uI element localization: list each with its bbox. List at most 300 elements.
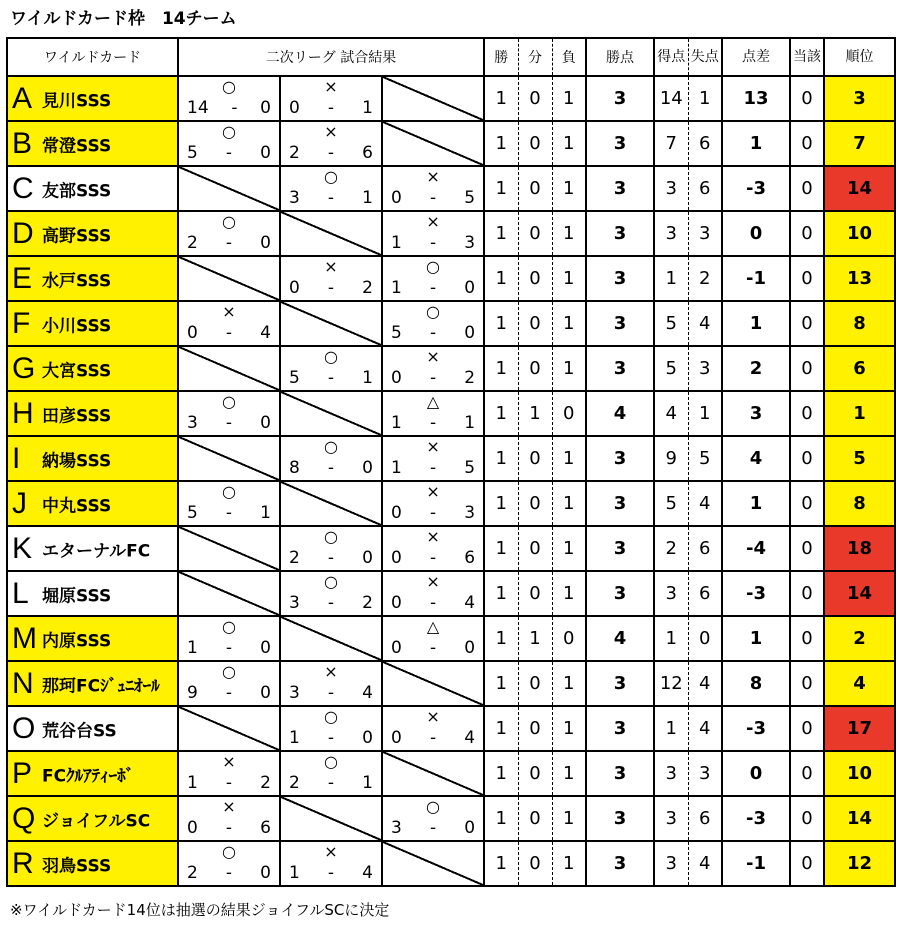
losses-cell: 1: [552, 571, 586, 616]
header-draw: 分: [518, 38, 552, 76]
score-own: 14: [187, 98, 209, 118]
team-letter: N: [12, 666, 34, 700]
rank-cell: 14: [824, 796, 895, 841]
team-cell: [7, 211, 178, 256]
wins-cell: 1: [484, 121, 518, 166]
team-name: 友部SSS: [42, 181, 112, 201]
score-dash: -: [225, 233, 233, 253]
team-letter: K: [12, 531, 33, 565]
match-result-cell: [280, 166, 382, 211]
goals-for-cell: 3: [654, 571, 688, 616]
team-cell: [7, 166, 178, 211]
team-cell: [7, 436, 178, 481]
result-mark: ○: [222, 77, 236, 96]
rank-cell: 12: [824, 841, 895, 886]
match-result-cell: [178, 796, 280, 841]
match-result-cell: [280, 841, 382, 886]
goals-against-cell: 1: [688, 391, 722, 436]
no-match-cell: [178, 526, 280, 571]
rank-cell: 10: [824, 211, 895, 256]
score-own: 0: [289, 98, 300, 118]
goals-against-cell: 5: [688, 436, 722, 481]
head-to-head-cell: 0: [790, 526, 824, 571]
goals-for-cell: 9: [654, 436, 688, 481]
match-score: [391, 593, 475, 613]
score-own: 0: [391, 188, 402, 208]
match-result-cell: [280, 571, 382, 616]
draws-cell: 1: [518, 391, 552, 436]
score-own: 2: [289, 548, 300, 568]
team-letter: C: [12, 171, 34, 205]
score-dash: -: [225, 863, 233, 883]
standings-table: [6, 37, 896, 887]
score-own: 0: [391, 638, 402, 658]
score-dash: -: [327, 728, 335, 748]
draws-cell: 0: [518, 76, 552, 121]
no-match-cell: [382, 841, 484, 886]
score-own: 3: [289, 683, 300, 703]
match-score: [391, 188, 475, 208]
team-cell: [7, 301, 178, 346]
match-score: [391, 278, 475, 298]
match-score: [391, 503, 475, 523]
points-cell: 3: [586, 526, 654, 571]
score-dash: -: [327, 773, 335, 793]
team-name: 水戸SSS: [42, 271, 112, 291]
score-opp: 0: [464, 818, 476, 838]
score-own: 1: [391, 413, 402, 433]
no-match-cell: [382, 121, 484, 166]
team-cell: [7, 526, 178, 571]
score-own: 0: [391, 728, 402, 748]
team-cell: [7, 571, 178, 616]
score-opp: 2: [362, 278, 373, 298]
rank-cell: 2: [824, 616, 895, 661]
match-result-cell: [280, 256, 382, 301]
goal-diff-cell: 13: [722, 76, 790, 121]
team-name: 小川SSS: [42, 316, 112, 336]
result-mark: ×: [426, 167, 440, 186]
wins-cell: 1: [484, 616, 518, 661]
draws-cell: 0: [518, 706, 552, 751]
score-own: 1: [289, 863, 300, 883]
goals-against-cell: 0: [688, 616, 722, 661]
no-match-cell: [178, 256, 280, 301]
score-opp: 5: [464, 188, 476, 208]
match-result-cell: [382, 526, 484, 571]
no-match-cell: [178, 166, 280, 211]
header-row: [7, 38, 895, 76]
draws-cell: 0: [518, 166, 552, 211]
goal-diff-cell: 1: [722, 481, 790, 526]
header-results: 二次リーグ 試合結果: [178, 38, 484, 76]
no-match-cell: [178, 571, 280, 616]
match-score: [187, 683, 271, 703]
team-letter: M: [12, 621, 37, 655]
match-result-cell: [178, 616, 280, 661]
team-cell: [7, 751, 178, 796]
goals-for-cell: 1: [654, 616, 688, 661]
score-dash: -: [327, 593, 335, 613]
result-mark: ×: [426, 527, 440, 546]
wins-cell: 1: [484, 346, 518, 391]
score-own: 3: [289, 593, 300, 613]
points-cell: 3: [586, 841, 654, 886]
score-opp: 0: [260, 413, 271, 433]
points-cell: 3: [586, 346, 654, 391]
score-own: 1: [391, 233, 402, 253]
no-match-cell: [280, 481, 382, 526]
score-opp: 0: [260, 863, 271, 883]
head-to-head-cell: 0: [790, 76, 824, 121]
score-dash: -: [429, 638, 437, 658]
score-dash: -: [327, 188, 335, 208]
head-to-head-cell: 0: [790, 796, 824, 841]
head-to-head-cell: 0: [790, 571, 824, 616]
header-goals-for: 得点: [654, 38, 688, 76]
wins-cell: 1: [484, 661, 518, 706]
rank-cell: 17: [824, 706, 895, 751]
rank-cell: 4: [824, 661, 895, 706]
score-dash: -: [225, 773, 233, 793]
losses-cell: 1: [552, 706, 586, 751]
score-own: 3: [391, 818, 402, 838]
goal-diff-cell: -4: [722, 526, 790, 571]
draws-cell: 0: [518, 526, 552, 571]
result-mark: ×: [426, 482, 440, 501]
team-name: ジョイフルSC: [42, 811, 151, 831]
result-mark: ○: [426, 257, 440, 276]
match-score: [289, 548, 373, 568]
wins-cell: 1: [484, 571, 518, 616]
losses-cell: 1: [552, 166, 586, 211]
match-result-cell: [280, 346, 382, 391]
score-dash: -: [429, 323, 437, 343]
result-mark: ○: [222, 212, 236, 231]
score-dash: -: [429, 413, 437, 433]
rank-cell: 1: [824, 391, 895, 436]
score-dash: -: [327, 548, 335, 568]
score-own: 2: [289, 773, 300, 793]
footnote: ※ワイルドカード14位は抽選の結果ジョイフルSCに決定: [10, 901, 390, 919]
match-score: [391, 368, 475, 388]
match-score: [289, 593, 373, 613]
team-letter: O: [12, 711, 36, 745]
score-opp: 2: [464, 368, 476, 388]
draws-cell: 0: [518, 436, 552, 481]
match-result-cell: [382, 301, 484, 346]
match-score: [187, 503, 271, 523]
score-own: 2: [289, 143, 300, 163]
team-name: 羽鳥SSS: [42, 856, 112, 876]
match-result-cell: [280, 661, 382, 706]
table-row: [7, 346, 895, 391]
team-letter: P: [12, 756, 33, 790]
match-score: [289, 683, 373, 703]
score-own: 5: [187, 503, 198, 523]
team-letter: R: [12, 846, 34, 880]
losses-cell: 1: [552, 526, 586, 571]
team-name: 田彦SSS: [42, 406, 112, 426]
score-dash: -: [327, 683, 335, 703]
head-to-head-cell: 0: [790, 661, 824, 706]
match-result-cell: [178, 391, 280, 436]
score-opp: 1: [464, 413, 476, 433]
no-match-cell: [280, 301, 382, 346]
score-opp: 6: [464, 548, 476, 568]
score-opp: 3: [464, 233, 476, 253]
score-opp: 1: [260, 503, 271, 523]
score-dash: -: [225, 503, 233, 523]
wins-cell: 1: [484, 436, 518, 481]
score-opp: 4: [464, 728, 476, 748]
score-opp: 0: [260, 233, 271, 253]
table-row: [7, 121, 895, 166]
result-mark: ○: [222, 392, 236, 411]
wins-cell: 1: [484, 256, 518, 301]
points-cell: 3: [586, 796, 654, 841]
score-dash: -: [429, 728, 437, 748]
score-dash: -: [225, 413, 233, 433]
rank-cell: 18: [824, 526, 895, 571]
match-score: [289, 773, 373, 793]
goal-diff-cell: 3: [722, 391, 790, 436]
match-score: [289, 98, 373, 118]
losses-cell: 0: [552, 391, 586, 436]
goal-diff-cell: 2: [722, 346, 790, 391]
score-dash: -: [429, 188, 437, 208]
head-to-head-cell: 0: [790, 211, 824, 256]
goals-against-cell: 3: [688, 346, 722, 391]
goal-diff-cell: -3: [722, 706, 790, 751]
table-row: [7, 841, 895, 886]
match-result-cell: [382, 706, 484, 751]
goals-against-cell: 4: [688, 301, 722, 346]
points-cell: 3: [586, 706, 654, 751]
goals-for-cell: 5: [654, 346, 688, 391]
team-name: 高野SSS: [42, 226, 112, 246]
result-mark: ×: [426, 212, 440, 231]
points-cell: 3: [586, 301, 654, 346]
team-letter: Q: [12, 801, 36, 835]
score-dash: -: [327, 458, 335, 478]
score-opp: 0: [260, 143, 271, 163]
goal-diff-cell: -3: [722, 796, 790, 841]
rank-cell: 3: [824, 76, 895, 121]
score-opp: 4: [362, 863, 373, 883]
goals-against-cell: 4: [688, 841, 722, 886]
goals-against-cell: 4: [688, 706, 722, 751]
goal-diff-cell: 8: [722, 661, 790, 706]
goals-against-cell: 3: [688, 751, 722, 796]
match-score: [391, 728, 475, 748]
goal-diff-cell: 0: [722, 211, 790, 256]
table-row: [7, 481, 895, 526]
goals-against-cell: 6: [688, 121, 722, 166]
rank-cell: 7: [824, 121, 895, 166]
losses-cell: 1: [552, 211, 586, 256]
team-cell: [7, 796, 178, 841]
result-mark: ○: [324, 437, 338, 456]
score-dash: -: [225, 638, 233, 658]
score-dash: -: [429, 503, 437, 523]
match-result-cell: [280, 121, 382, 166]
goals-for-cell: 14: [654, 76, 688, 121]
table-row: [7, 706, 895, 751]
points-cell: 4: [586, 616, 654, 661]
wins-cell: 1: [484, 751, 518, 796]
score-dash: -: [225, 818, 233, 838]
table-row: [7, 616, 895, 661]
score-dash: -: [327, 143, 335, 163]
wins-cell: 1: [484, 166, 518, 211]
match-result-cell: [178, 751, 280, 796]
losses-cell: 1: [552, 76, 586, 121]
match-result-cell: [382, 436, 484, 481]
score-own: 0: [187, 818, 198, 838]
wins-cell: 1: [484, 481, 518, 526]
goals-against-cell: 6: [688, 526, 722, 571]
rank-cell: 14: [824, 166, 895, 211]
match-result-cell: [178, 481, 280, 526]
match-score: [289, 458, 373, 478]
losses-cell: 1: [552, 256, 586, 301]
score-opp: 4: [362, 683, 373, 703]
match-result-cell: [178, 121, 280, 166]
score-own: 0: [187, 323, 198, 343]
head-to-head-cell: 0: [790, 121, 824, 166]
team-letter: E: [12, 261, 33, 295]
losses-cell: 1: [552, 481, 586, 526]
team-letter: I: [12, 441, 21, 475]
score-opp: 2: [260, 773, 271, 793]
points-cell: 3: [586, 436, 654, 481]
team-letter: G: [12, 351, 36, 385]
wins-cell: 1: [484, 211, 518, 256]
no-match-cell: [280, 616, 382, 661]
points-cell: 3: [586, 166, 654, 211]
table-row: [7, 211, 895, 256]
match-score: [289, 143, 373, 163]
match-score: [391, 323, 475, 343]
goals-for-cell: 3: [654, 211, 688, 256]
result-mark: ×: [222, 797, 236, 816]
score-opp: 0: [260, 683, 271, 703]
team-name: 見川SSS: [42, 91, 112, 111]
no-match-cell: [280, 391, 382, 436]
goals-against-cell: 6: [688, 166, 722, 211]
goal-diff-cell: 0: [722, 751, 790, 796]
score-dash: -: [327, 368, 335, 388]
rank-cell: 13: [824, 256, 895, 301]
goal-diff-cell: -1: [722, 256, 790, 301]
result-mark: ○: [222, 662, 236, 681]
wins-cell: 1: [484, 706, 518, 751]
table-row: [7, 796, 895, 841]
score-opp: 5: [464, 458, 476, 478]
table-row: [7, 256, 895, 301]
wins-cell: 1: [484, 796, 518, 841]
wins-cell: 1: [484, 841, 518, 886]
score-opp: 4: [464, 593, 476, 613]
losses-cell: 1: [552, 796, 586, 841]
header-goals-against: 失点: [688, 38, 722, 76]
table-row: [7, 436, 895, 481]
score-own: 2: [187, 863, 198, 883]
page-title: ワイルドカード枠 14チーム: [10, 9, 237, 29]
match-score: [187, 818, 271, 838]
team-cell: [7, 841, 178, 886]
score-dash: -: [225, 323, 233, 343]
goals-for-cell: 1: [654, 256, 688, 301]
result-mark: ○: [222, 122, 236, 141]
result-mark: ○: [222, 617, 236, 636]
rank-cell: 14: [824, 571, 895, 616]
points-cell: 3: [586, 661, 654, 706]
score-own: 1: [391, 278, 402, 298]
no-match-cell: [280, 211, 382, 256]
goals-against-cell: 1: [688, 76, 722, 121]
score-own: 1: [289, 728, 300, 748]
score-own: 1: [391, 458, 402, 478]
rank-cell: 5: [824, 436, 895, 481]
match-result-cell: [382, 346, 484, 391]
match-score: [289, 863, 373, 883]
goal-diff-cell: 1: [722, 121, 790, 166]
head-to-head-cell: 0: [790, 166, 824, 211]
match-score: [391, 818, 475, 838]
score-opp: 1: [362, 773, 373, 793]
draws-cell: 0: [518, 256, 552, 301]
goals-for-cell: 7: [654, 121, 688, 166]
no-match-cell: [178, 706, 280, 751]
goals-for-cell: 12: [654, 661, 688, 706]
result-mark: ○: [324, 347, 338, 366]
score-dash: -: [429, 233, 437, 253]
points-cell: 3: [586, 211, 654, 256]
team-name: 大宮SSS: [42, 361, 112, 381]
result-mark: ○: [324, 167, 338, 186]
score-own: 0: [289, 278, 300, 298]
goals-for-cell: 3: [654, 796, 688, 841]
team-cell: [7, 391, 178, 436]
match-score: [391, 233, 475, 253]
losses-cell: 1: [552, 121, 586, 166]
draws-cell: 0: [518, 346, 552, 391]
match-score: [289, 188, 373, 208]
match-score: [187, 98, 271, 118]
goals-for-cell: 5: [654, 301, 688, 346]
points-cell: 3: [586, 751, 654, 796]
goal-diff-cell: 1: [722, 616, 790, 661]
draws-cell: 0: [518, 751, 552, 796]
table-row: [7, 526, 895, 571]
score-opp: 0: [464, 278, 476, 298]
head-to-head-cell: 0: [790, 436, 824, 481]
team-name: 堀原SSS: [42, 586, 112, 606]
score-dash: -: [429, 458, 437, 478]
score-dash: -: [429, 548, 437, 568]
draws-cell: 0: [518, 211, 552, 256]
team-cell: [7, 616, 178, 661]
team-name: 常澄SSS: [42, 136, 112, 156]
team-cell: [7, 121, 178, 166]
score-dash: -: [327, 98, 335, 118]
score-own: 0: [391, 368, 402, 388]
team-letter: L: [12, 576, 29, 610]
header-win: 勝: [484, 38, 518, 76]
head-to-head-cell: 0: [790, 706, 824, 751]
